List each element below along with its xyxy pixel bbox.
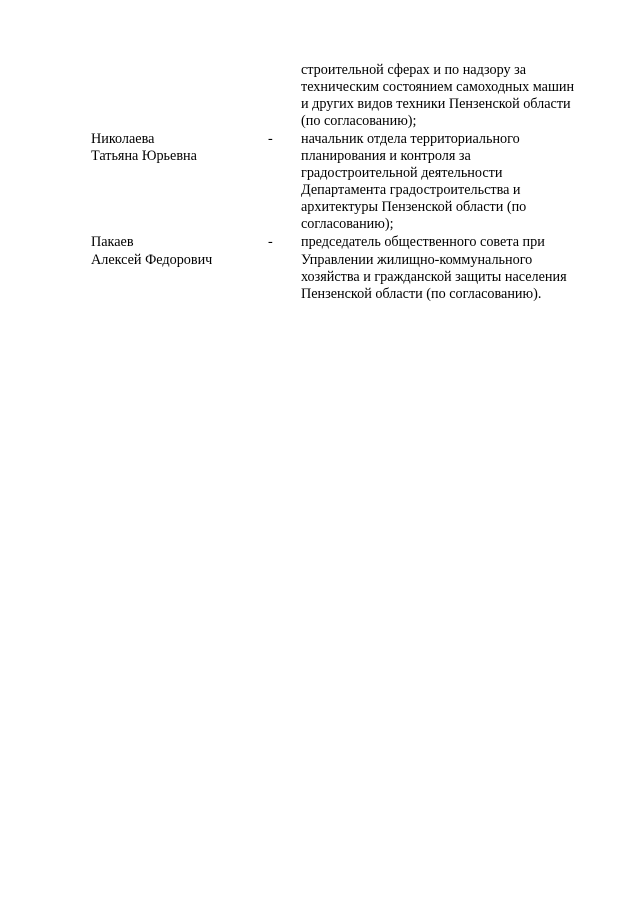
member-description-line: согласованию); [301, 216, 394, 232]
member-surname: Пакаев [91, 234, 134, 250]
member-description-line: хозяйства и гражданской защиты населения [301, 269, 567, 285]
continuation-line: (по согласованию); [301, 113, 417, 129]
member-description-line: Пензенской области (по согласованию). [301, 286, 542, 302]
continuation-line: техническим состоянием самоходных машин [301, 79, 575, 95]
member-given-names: Алексей Федорович [91, 252, 213, 268]
member-dash: - [268, 234, 273, 250]
member-given-names: Татьяна Юрьевна [91, 148, 197, 164]
member-description-line: Департамента градостроительства и [301, 182, 521, 198]
member-description-line: планирования и контроля за [301, 148, 471, 164]
continuation-line: строительной сферах и по надзору за [301, 62, 527, 78]
member-description-line: председатель общественного совета при [301, 234, 545, 250]
member-description-line: архитектуры Пензенской области (по [301, 199, 527, 215]
member-description-line: градостроительной деятельности [301, 165, 503, 181]
member-dash: - [268, 131, 273, 147]
member-description-line: Управлении жилищно-коммунального [301, 252, 533, 268]
continuation-line: и других видов техники Пензенской области [301, 96, 571, 112]
member-description-line: начальник отдела территориального [301, 131, 520, 147]
member-surname: Николаева [91, 131, 155, 147]
